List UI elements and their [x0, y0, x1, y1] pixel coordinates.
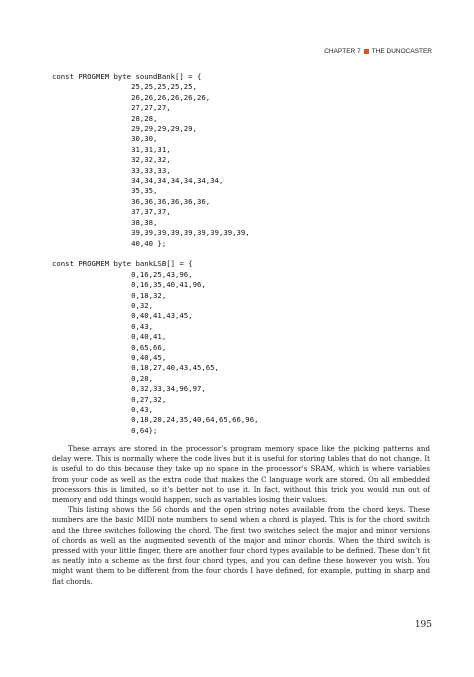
code-line: 0,28,: [52, 373, 154, 383]
body-text: [52, 444, 430, 587]
paragraph: These arrays are stored in the processor’s program memory space like the picking patterns and delay were. This is normally where the code lives but it is useful for storing tables that do not change. It is useful to do this because they take up no space in the processor’s SRAM, which is where variables from your code as well as the extra code that makes the C language work are stored. On all embedded processors this is limited, so it’s better not to use it. In fact, without this trick you would run out of memory and odd things would happen, such as variables losing their values.: [52, 444, 430, 505]
code-line: 0,16,35,40,41,96,: [52, 280, 206, 290]
code-line: 25,25,25,25,25,: [52, 82, 197, 92]
page-number: 195: [414, 620, 432, 630]
code-line: 39,39,39,39,39,39,39,39,39,: [52, 228, 250, 238]
code-line: 32,32,32,: [52, 155, 171, 165]
code-line: 0,32,33,34,96,97,: [52, 384, 206, 394]
code-line: 0,65,66,: [52, 342, 167, 352]
code-line: 28,28,: [52, 113, 158, 123]
code-line: 34,34,34,34,34,34,34,: [52, 176, 224, 186]
code-block-banklsb: [52, 259, 258, 436]
code-line: const PROGMEM byte bankLSB[] = {: [52, 259, 193, 269]
code-line: 35,35,: [52, 186, 158, 196]
code-line: 0,40,41,: [52, 332, 167, 342]
code-line: 0,27,32,: [52, 394, 167, 404]
code-line: 40,40 };: [52, 238, 167, 248]
code-line: 31,31,31,: [52, 144, 171, 154]
code-listing: [52, 72, 258, 436]
code-line: 0,40,45,: [52, 352, 167, 362]
code-line: 27,27,27,: [52, 103, 171, 113]
code-line: const PROGMEM byte soundBank[] = {: [52, 72, 202, 81]
code-line: 29,29,29,29,29,: [52, 124, 197, 134]
code-line: 36,36,36,36,36,36,: [52, 196, 211, 206]
chapter-label: CHAPTER 7: [324, 48, 361, 55]
code-line: 0,18,27,40,43,45,65,: [52, 363, 219, 373]
code-block-soundbank: [52, 72, 258, 249]
code-line: 0,18,32,: [52, 290, 167, 300]
code-line: 37,37,37,: [52, 207, 171, 217]
code-line: 30,30,: [52, 134, 158, 144]
code-spacer: [52, 249, 258, 259]
code-line: 0,64};: [52, 425, 158, 435]
code-line: 33,33,33,: [52, 165, 171, 175]
running-header: [324, 48, 432, 55]
code-line: 0,43,: [52, 404, 154, 414]
header-square-icon: [364, 49, 369, 54]
code-line: 0,43,: [52, 321, 154, 331]
paragraph: This listing shows the 56 chords and the open string notes available from the chord keys. These numbers are the basic MIDI note numbers to send when a chord is played. This is for the chord switch and the three switches following the chord. The first two switches select the major and minor versions of chords as well as the augmented seventh of the major and minor chords. When the third switch is pressed with your little finger, there are another four chord types available to be defined. These don’t fit as neatly into a scheme as the first four chord types, and you can define these however you wish. You might want them to be different from the four chords I have defined, for example, putting in sharp and flat chords.: [52, 505, 430, 586]
code-line: 0,40,41,43,45,: [52, 311, 193, 321]
code-line: 38,38,: [52, 217, 158, 227]
chapter-title: THE DUNOCASTER: [371, 48, 432, 55]
code-line: 0,16,25,43,96,: [52, 269, 193, 279]
code-line: 0,18,20,24,35,40,64,65,66,96,: [52, 415, 259, 425]
code-line: 0,32,: [52, 300, 154, 310]
code-line: 26,26,26,26,26,26,: [52, 92, 211, 102]
